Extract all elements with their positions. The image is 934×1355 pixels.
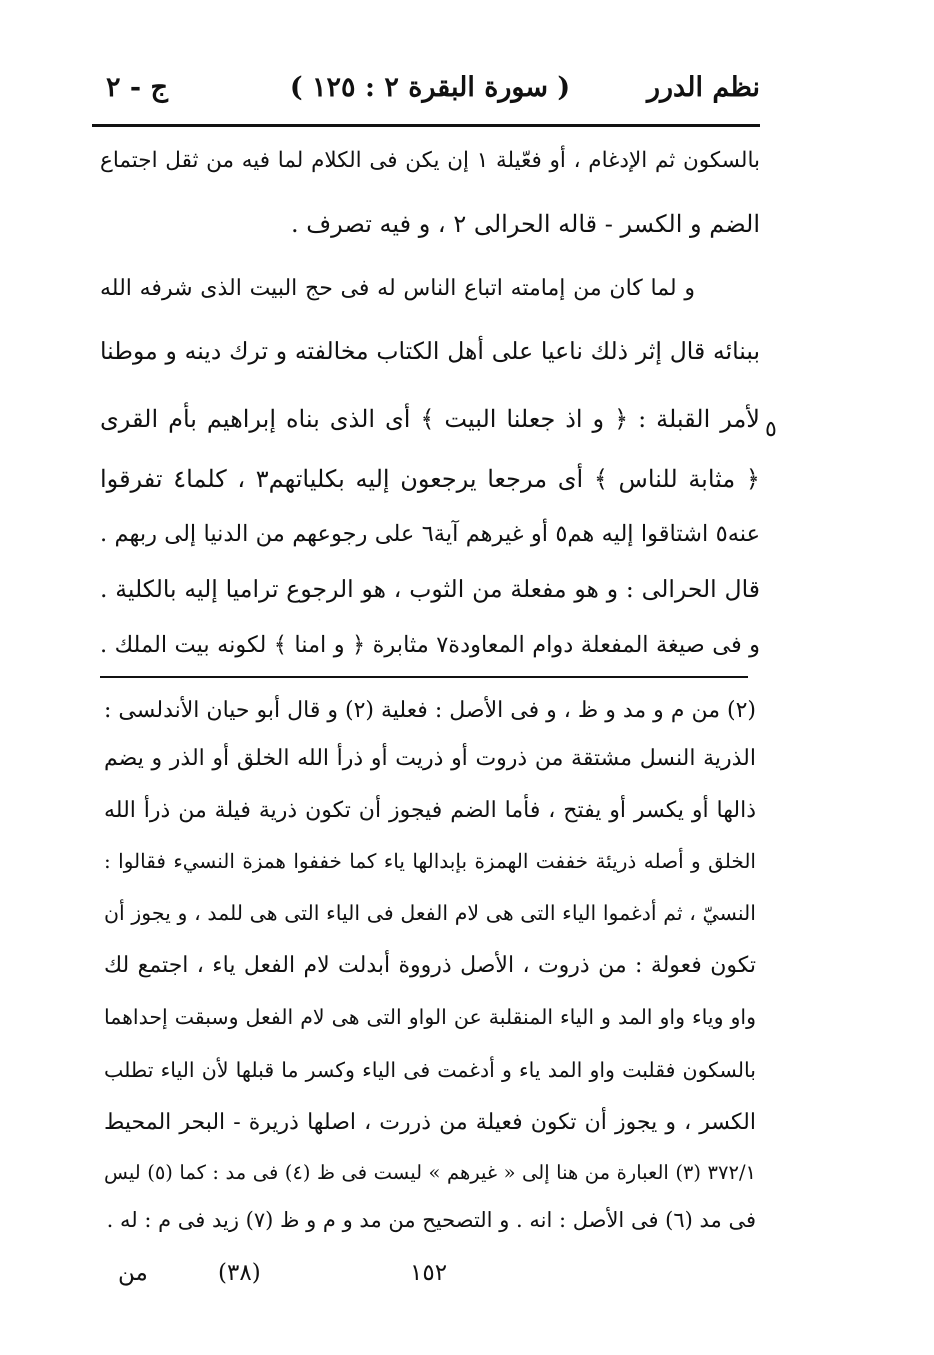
- text-line: لأمر القبلة : ﴿ و اذ جعلنا البيت ﴾ أى الذى بناه إبراهيم بأم القرى: [100, 405, 760, 433]
- text-line: و فى صيغة المفعلة دوام المعاودة٧ مثابرة ﴿ و امنا ﴾ لكونه بيت الملك .: [100, 632, 761, 658]
- surah-reference: ( سورة البقرة ٢ : ١٢٥ ): [289, 72, 571, 103]
- text-line: قال الحرالى : و هو مفعلة من الثوب ، هو الرجوع تراميا إليه بالكلية .: [100, 575, 760, 603]
- footnote-line: تكون فعولة : من ذروت ، الأصل ذرووة أبدلت لام الفعل ياء ، اجتمع لك: [104, 953, 756, 978]
- footnote-line: النسيّ ، ثم أدغموا الياء التى هى لام الفعل فى الياء التى هى للمد ، و يجوز أن: [104, 901, 756, 925]
- text-line: الضم و الكسر - قاله الحرالى ٢ ، و فيه تصرف .: [291, 210, 760, 238]
- text-line: بالسكون ثم الإدغام ، أو فعّيلة ١ إن يكن فى الكلام لما فيه من ثقل اجتماع: [100, 148, 761, 173]
- verse-line-number: ٥: [765, 417, 777, 442]
- running-header: [100, 72, 760, 120]
- footnote-line: واو وياء واو المد و الياء المنقلبة عن الواو التى هى لام الفعل وسبقت إحداهما: [104, 1005, 756, 1029]
- footnote-line: ذالها أو يكسر أو يفتح ، فأما الضم فيجوز أن تكون ذرية فيلة من ذرأ الله: [104, 798, 756, 823]
- text-line: ببنائه قال إثر ذلك ناعيا على أهل الكتاب مخالفته و ترك دينه و موطنا: [100, 337, 760, 365]
- footnote-line: الكسر ، و يجوز أن تكون فعيلة من ذررت ، اصلها ذريرة - البحر المحيط: [104, 1110, 756, 1135]
- text-line: ﴿ مثابة للناس ﴾ أى مرجعا يرجعون إليه بكلياتهم٣ ، كلما٤ تفرقوا: [100, 465, 760, 493]
- catchword: من: [118, 1260, 148, 1286]
- text-line: و لما كان من إمامته اتباع الناس له فى حج البيت الذى شرفه الله: [100, 276, 695, 301]
- text-line: عنه٥ اشتاقوا إليه هم٥ أو غيرهم آية٦ على رجوعهم من الدنيا إلى ربهم .: [100, 521, 760, 547]
- signature-mark: (٣٨): [218, 1260, 261, 1286]
- footnote-line: (٢) من م و مد و ظ ، و فى الأصل : فعلية (٢) و قال أبو حيان الأندلسى :: [104, 698, 756, 723]
- footnote-line: الخلق و أصله ذريئة خففت الهمزة بإبدالها ياء كما خففوا همزة النسيء فقالوا :: [104, 849, 756, 873]
- footnote-line: ٣٧٢/١ (٣) العبارة من هنا إلى « غيرهم » ليست فى ظ (٤) فى مد : كما (٥) ليس: [104, 1161, 756, 1184]
- footnote-line: الذرية النسل مشتقة من ذروت أو ذريت أو ذرأ الله الخلق أو الذر و يضم: [104, 746, 756, 771]
- footnote-line: فى مد (٦) فى الأصل : انه . و التصحيح من مد و م و ظ (٧) زيد فى م : له .: [106, 1208, 756, 1232]
- footnote-line: بالسكون فقلبت واو المد ياء و أدغمت فى الياء وكسر ما قبلها لأن الياء تطلب: [104, 1058, 756, 1082]
- volume-label: ج - ٢: [106, 72, 168, 103]
- book-title: نظم الدرر: [646, 72, 760, 103]
- page-number: ١٥٢: [410, 1260, 448, 1286]
- header-rule: [92, 124, 760, 127]
- footnote-rule: [100, 676, 748, 678]
